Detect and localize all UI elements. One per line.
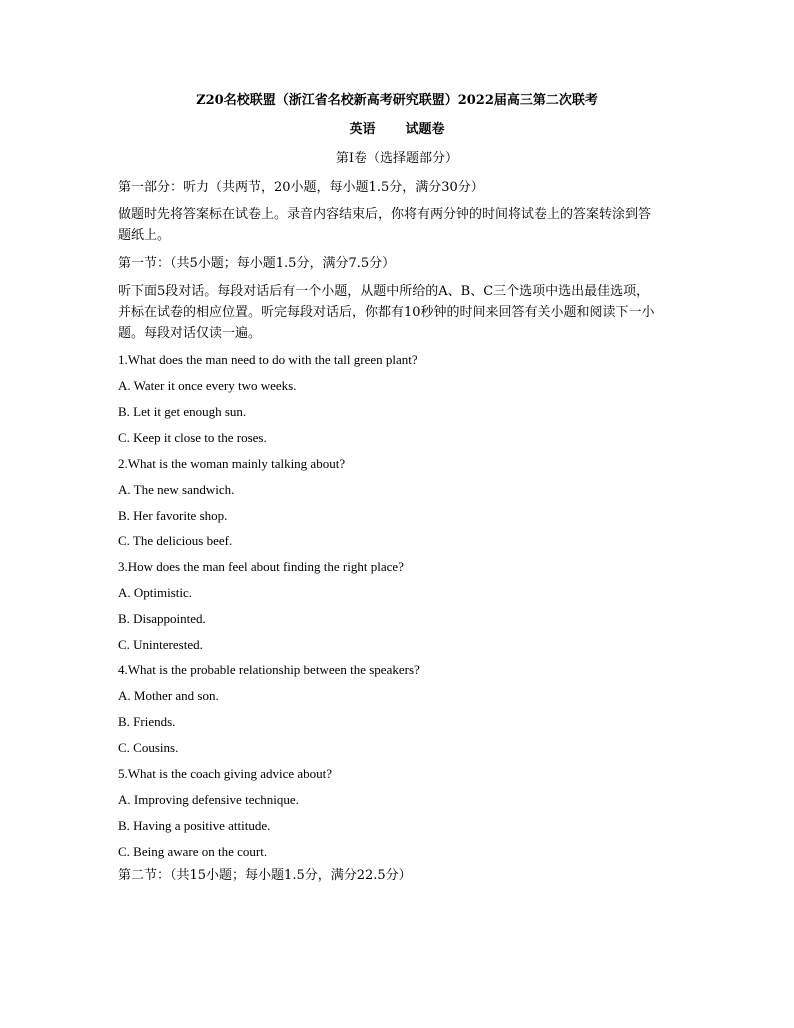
section2-heading: 第二节：（共15小题；每小题1.5分，满分22.5分） xyxy=(118,868,412,883)
exam-subtitle xyxy=(0,122,794,138)
question-stem: 2.What is the woman mainly talking about? xyxy=(118,456,346,471)
question-stem: 3.How does the man feel about finding the right place? xyxy=(118,559,404,574)
part1-heading: 第一部分：听力（共两节，20小题，每小题1.5分，满分30分） xyxy=(118,180,484,195)
question-option: B. Disappointed. xyxy=(118,611,206,626)
question-option: B. Having a positive attitude. xyxy=(118,818,271,833)
subject-label: 英语 xyxy=(349,122,376,137)
exam-title: Z20名校联盟（浙江省名校新高考研究联盟）2022届高三第二次联考 xyxy=(196,93,598,108)
question-option: A. Improving defensive technique. xyxy=(118,792,299,807)
question-option: A. The new sandwich. xyxy=(118,482,235,497)
paper-label: 试题卷 xyxy=(405,122,445,137)
question-stem: 1.What does the man need to do with the tall green plant? xyxy=(118,352,418,367)
volume-heading: 第I卷（选择题部分） xyxy=(335,151,459,166)
question-option: B. Her favorite shop. xyxy=(118,508,228,523)
question-stem: 5.What is the coach giving advice about? xyxy=(118,766,333,781)
question-option: A. Optimistic. xyxy=(118,585,193,600)
question-option: B. Let it get enough sun. xyxy=(118,404,247,419)
question-option: A. Water it once every two weeks. xyxy=(118,378,297,393)
question-option: C. Cousins. xyxy=(118,740,179,755)
part1-instruction-line: 题纸上。 xyxy=(118,228,171,243)
section1-instruction-line: 听下面5段对话。每段对话后有一个小题，从题中所给的A、B、C三个选项中选出最佳选项， xyxy=(118,284,650,299)
section1-instruction-line: 并标在试卷的相应位置。听完每段对话后，你都有10秒钟的时间来回答有关小题和阅读下一小 xyxy=(118,305,655,320)
question-option: C. Keep it close to the roses. xyxy=(118,430,267,445)
question-option: C. Uninterested. xyxy=(118,637,203,652)
question-stem: 4.What is the probable relationship between the speakers? xyxy=(118,662,420,677)
section1-heading: 第一节：（共5小题；每小题1.5分，满分7.5分） xyxy=(118,256,396,271)
question-option: B. Friends. xyxy=(118,714,176,729)
part1-instruction-line: 做题时先将答案标在试卷上。录音内容结束后，你将有两分钟的时间将试卷上的答案转涂到答 xyxy=(118,207,652,222)
question-option: C. Being aware on the court. xyxy=(118,844,268,859)
question-option: C. The delicious beef. xyxy=(118,533,233,548)
question-option: A. Mother and son. xyxy=(118,688,219,703)
section1-instruction-line: 题。每段对话仅读一遍。 xyxy=(118,326,262,341)
